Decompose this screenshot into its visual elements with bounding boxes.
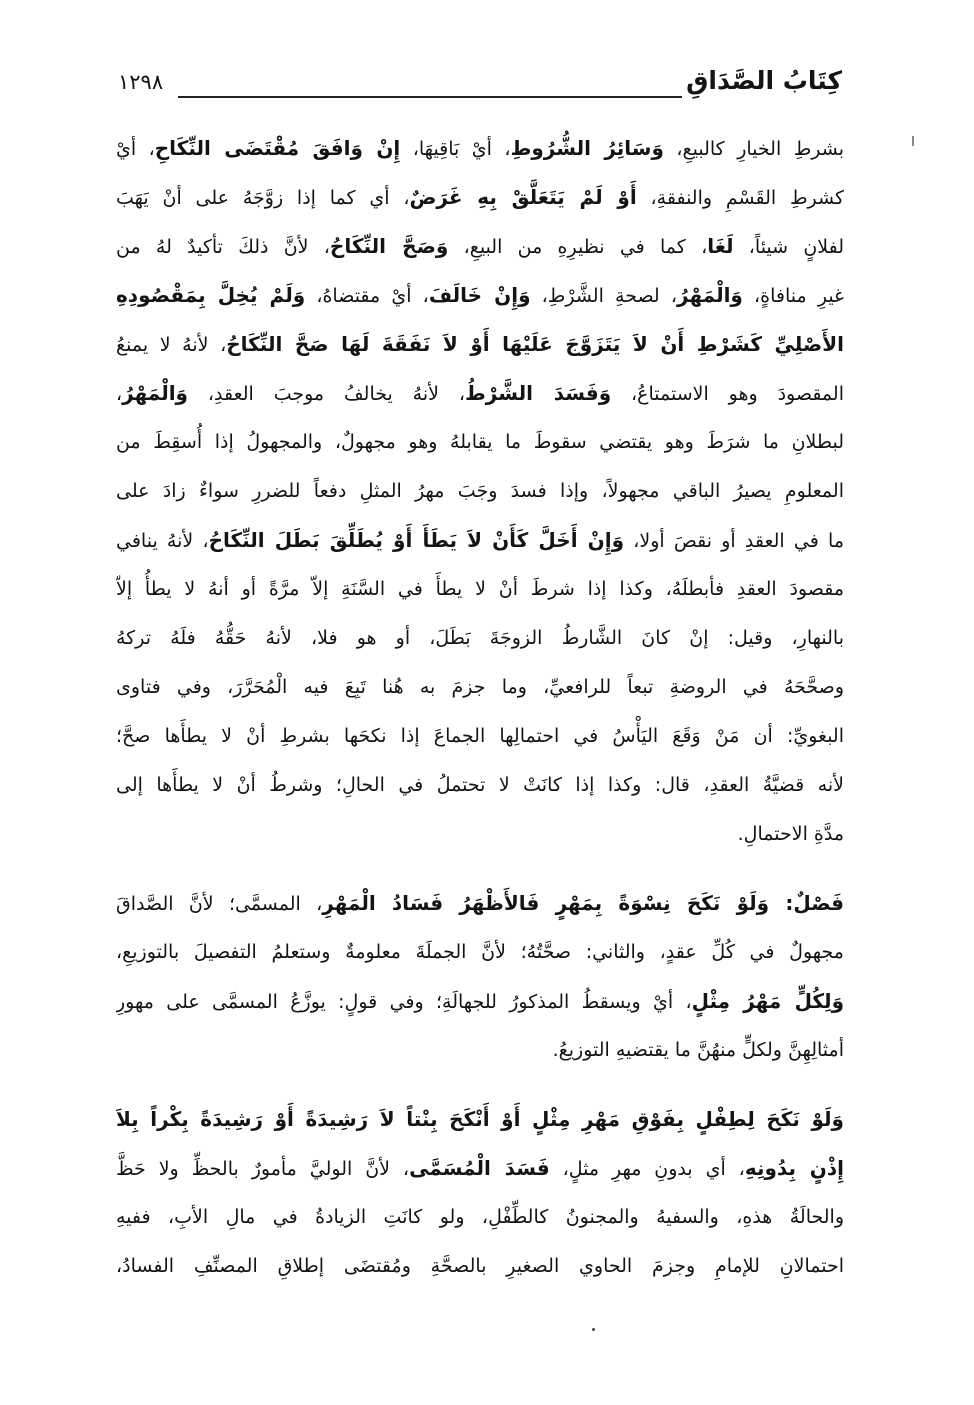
text-line xyxy=(116,516,844,565)
matn-text: فَصْلٌ: xyxy=(769,891,844,915)
matn-text: إِذْنٍ بِدُونِهِ xyxy=(744,1156,844,1180)
matn-text: وَفَسَدَ الشَّرْطُ xyxy=(465,381,612,405)
sharh-text: ما في العقدِ أو نقصَ أولا، xyxy=(624,530,844,552)
matn-text: وَالْمَهْرُ xyxy=(122,381,188,405)
matn-text: لَغَا xyxy=(707,234,734,258)
sharh-text: والحالَةُ هذهِ، والسفيهُ والمجنونُ كالطِّفْلِ، ولو كانَتِ الزيادةُ في مالِ الأبِ، ففيهِ xyxy=(116,1206,844,1228)
text-line xyxy=(116,810,844,859)
page-body xyxy=(116,124,844,1291)
sharh-text: مجهولٌ في كُلِّ عقدٍ، والثاني: صحَّتُهُ؛ لأنَّ الجملَةَ معلومةٌ وستعلمُ التفصيلَ بالتوزيعِ، xyxy=(116,941,844,963)
text-line xyxy=(116,761,844,810)
matn-text: أَوْ لَمْ يَتَعَلَّقْ بِهِ غَرَضٌ xyxy=(409,185,637,209)
sharh-text: ، المسمَّى؛ لأنَّ الصَّداقَ xyxy=(116,893,323,915)
sharh-text: ، أيْ ويسقطُ المذكورُ للجهالَةِ؛ وفي قولٍ: يوزَّعُ المسمَّى على مهورِ xyxy=(116,991,692,1013)
sharh-text: مقصودَ العقدِ فأبطلَهُ، وكذا إذا شرطَ أنْ لا يطأَ في السَّنَةِ إلاّ مرَّةً أو أنهُ لا يطأُ إلاّ xyxy=(116,578,844,600)
text-line xyxy=(116,1026,844,1075)
sharh-text: لبطلانِ ما شرَطَ وهو يقتضي سقوطَ ما يقابلهُ وهو مجهولٌ، والمجهولُ إذا أُسقِطَ من xyxy=(116,431,844,453)
text-line xyxy=(116,369,844,418)
text-line xyxy=(116,124,844,173)
text-line xyxy=(116,977,844,1026)
sharh-text: ، xyxy=(116,383,123,405)
matn-text: وَصَحَّ النِّكَاحُ xyxy=(329,234,449,258)
text-line xyxy=(116,614,844,663)
sharh-text: البغويِّ: أن مَنْ وَقَعَ اليَأْسُ في احتمالِها الجماعَ إذا نكحَها بشرطِ أنْ لا يطأَها صحَّ؛ xyxy=(116,725,844,747)
text-line xyxy=(116,879,844,928)
text-line xyxy=(116,467,844,516)
matn-text: الأَصْلِيِّ كَشَرْطِ أَنْ لاَ يَتَزَوَّجَ عَلَيْهَا أَوْ لاَ نَفَقَةَ لَهَا صَحَّ النِّكَاحُ xyxy=(226,332,844,356)
chapter-title: كِتَابُ الصَّدَاقِ xyxy=(686,66,842,95)
text-line xyxy=(116,565,844,614)
matn-text: وَسَائِرُ الشُّرُوطِ xyxy=(510,136,664,160)
text-line xyxy=(116,222,844,271)
margin-mark xyxy=(912,136,914,146)
sharh-text: ، لأنَّ الوليَّ مأمورٌ بالحظِّ ولا حَظَّ xyxy=(116,1158,410,1180)
sharh-text: وصحَّحَهُ في الروضةِ تبعاً للرافعيِّ، وما جزمَ به هُنا تَبِعَ فيه الْمُحَرَّرَ، وفي فتاوى xyxy=(116,676,844,698)
matn-text: وَلَمْ يُخِلَّ بِمَقْصُودِهِ xyxy=(116,283,306,307)
sharh-text: ، كما في نظيرِهِ من البيعِ، xyxy=(448,236,708,258)
sharh-text: ، أي بدونِ مهرِ مثلٍ، xyxy=(549,1158,745,1180)
matn-text: وَلِكُلٍّ مَهْرُ مِثْلٍ xyxy=(691,989,844,1013)
text-line xyxy=(116,1193,844,1242)
sharh-text: ، لأنَّ ذلكَ تأكيدٌ لهُ من xyxy=(116,236,330,258)
text-line xyxy=(116,712,844,761)
matn-text: وَلَوْ نَكَحَ لِطِفْلٍ بِفَوْقِ مَهْرِ مِثْلٍ أَوْ أَنْكَحَ بِنْتاً لاَ رَشِيدَةً أَوْ رَشِيدَةً بِكْراً بِلاَ xyxy=(116,1107,844,1131)
sharh-text: المقصودَ وهو الاستمتاعُ، xyxy=(611,383,844,405)
matn-text: وَإِنْ أَخَلَّ كَأَنْ لاَ يَطَأَ أَوْ يُطَلِّقَ بَطَلَ النِّكَاحُ xyxy=(208,528,625,552)
sharh-text: غيرِ منافاةٍ، xyxy=(742,285,844,307)
sharh-text: بالنهارِ، وقيل: إنْ كانَ الشَّارطُ الزوجَةَ بَطَلَ، أو هو فلا، لأنهُ حَقُّهُ فلَهُ تركهُ xyxy=(116,627,844,649)
sharh-text: بشرطِ الخيارِ كالبيعِ، xyxy=(663,138,844,160)
sharh-text: ، لأنهُ لا يمنعُ xyxy=(116,334,227,356)
text-line xyxy=(116,928,844,977)
sharh-text: ، أيْ مقتضاهُ، xyxy=(305,285,429,307)
sharh-text: ، لأنهُ يخالفُ موجبَ العقدِ، xyxy=(188,383,465,405)
text-line xyxy=(116,1095,844,1144)
sharh-text: لأنه قضيَّةُ العقدِ، قال: وكذا إذا كانَتْ لا تحتملُ في الحالِ؛ وشرطُ أنْ لا يطأَها إلى xyxy=(116,774,844,796)
sharh-text: ، أيْ بَاقِيهَا، xyxy=(400,138,511,160)
sharh-text: احتمالانِ للإمامِ وجزمَ الحاوي الصغيرِ بالصحَّةِ ومُقتضَى إطلاقِ المصنِّفِ الفسادُ، xyxy=(116,1255,844,1277)
matn-text: وَالْمَهْرُ xyxy=(677,283,743,307)
text-line xyxy=(116,1242,844,1291)
sharh-text: ، لأنهُ ينافي xyxy=(116,530,209,552)
sharh-text: ، لصحةِ الشَّرْطِ، xyxy=(530,285,678,307)
text-line xyxy=(116,663,844,712)
header-rule xyxy=(178,96,682,98)
matn-text: فَسَدَ الْمُسَمَّى xyxy=(409,1156,550,1180)
matn-text: وَإِنْ خَالَفَ xyxy=(428,283,531,307)
text-line xyxy=(116,1144,844,1193)
ink-dot xyxy=(592,1328,595,1331)
text-line xyxy=(116,320,844,369)
sharh-text: مدَّةِ الاحتمالِ. xyxy=(737,823,844,845)
paragraph-gap xyxy=(116,859,844,879)
sharh-text: المعلومِ يصيرُ الباقي مجهولاً، وإذا فسدَ وجَبَ مهرُ المثلِ دفعاً للضررِ سواءٌ زادَ على xyxy=(116,480,844,502)
matn-text: إِنْ وَافَقَ مُقْتَضَى النِّكَاحِ xyxy=(154,136,401,160)
sharh-text: لفلانٍ شيئاً، xyxy=(733,236,844,258)
paragraph-gap xyxy=(116,1075,844,1095)
sharh-text: ، أي كما إذا زوَّجَهُ على أنْ يَهَبَ xyxy=(116,187,410,209)
page-number: ١٢٩٨ xyxy=(118,70,164,94)
sharh-text: أمثالِهِنَّ ولكلٍّ منهُنَّ ما يقتضيهِ التوزيعُ. xyxy=(552,1039,844,1061)
sharh-text: كشرطِ القَسْمِ والنفقةِ، xyxy=(636,187,844,209)
text-line xyxy=(116,173,844,222)
sharh-text: ، أيْ xyxy=(116,138,155,160)
matn-text: وَلَوْ نَكَحَ نِسْوَةً بِمَهْرٍ فَالأَظْهَرُ فَسَادُ الْمَهْرِ xyxy=(322,891,770,915)
page-header xyxy=(118,56,842,102)
text-line xyxy=(116,418,844,467)
text-line xyxy=(116,271,844,320)
